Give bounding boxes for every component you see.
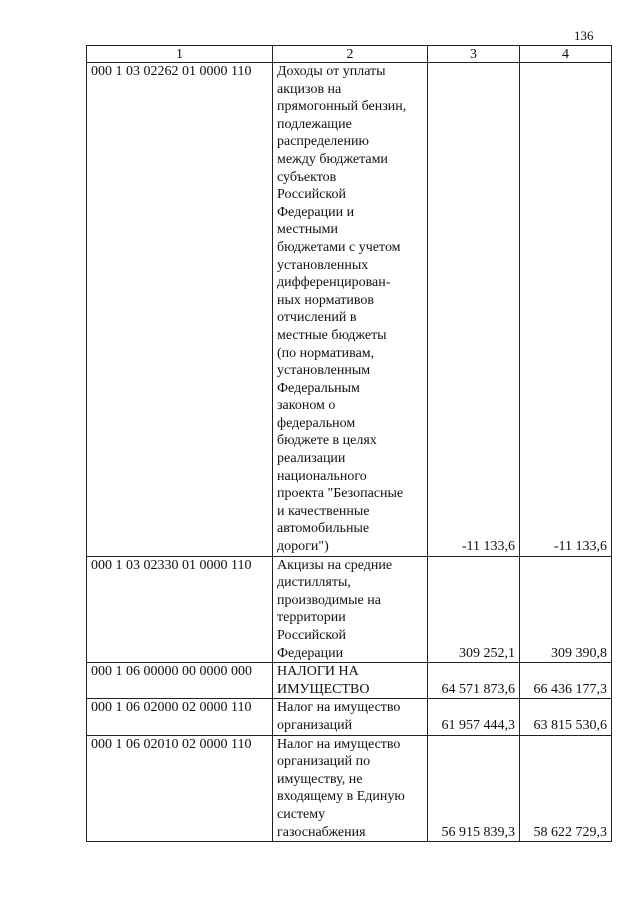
amount-column-3-cell: -11 133,6 xyxy=(428,63,520,557)
table-row xyxy=(87,699,612,735)
revenue-name-line: субъектов xyxy=(277,169,337,185)
revenue-name-line: прямогонный бензин, xyxy=(277,99,407,115)
revenue-name-cell xyxy=(273,699,428,735)
table-body xyxy=(87,63,612,842)
revenue-name-line: установленным xyxy=(277,363,371,379)
table-row xyxy=(87,663,612,699)
table-row xyxy=(87,556,612,663)
revenue-name-line: (по нормативам, xyxy=(277,345,375,361)
amount-column-3-cell: 309 252,1 xyxy=(428,556,520,663)
revenue-name-line: между бюджетами xyxy=(277,151,388,167)
column-header-1: 1 xyxy=(87,46,273,63)
revenue-name-line: реализации xyxy=(277,451,346,467)
budget-revenue-table xyxy=(86,45,612,842)
revenue-name-line: акцизов на xyxy=(277,81,342,97)
header-row xyxy=(87,46,612,63)
revenue-name-line: организаций по xyxy=(277,754,371,770)
amount-column-4-cell: -11 133,6 xyxy=(520,63,612,557)
amount-column-4-cell: 309 390,8 xyxy=(520,556,612,663)
revenue-name-line: бюджетами с учетом xyxy=(277,239,401,255)
revenue-name-line: дифференцирован- xyxy=(277,275,391,291)
column-header-3: 3 xyxy=(428,46,520,63)
page-number: 136 xyxy=(574,28,594,43)
revenue-name-line: бюджете в целях xyxy=(277,433,377,449)
revenue-name-line: распределению xyxy=(277,134,369,150)
revenue-name-line: Российской xyxy=(277,187,346,203)
revenue-name-line: НАЛОГИ НА xyxy=(277,664,359,680)
revenue-name-line: подлежащие xyxy=(277,116,352,132)
revenue-name-cell xyxy=(273,556,428,663)
revenue-name-cell xyxy=(273,735,428,842)
revenue-code-cell: 000 1 03 02330 01 0000 110 xyxy=(87,556,273,663)
table-row xyxy=(87,63,612,557)
revenue-name-line: национального xyxy=(277,468,367,484)
revenue-name-line: систему xyxy=(277,806,326,822)
column-header-2: 2 xyxy=(273,46,428,63)
revenue-name-line: Налог на имущество xyxy=(277,736,401,752)
revenue-name-line: Федерации xyxy=(277,645,344,661)
revenue-name-line: дистилляты, xyxy=(277,575,351,591)
amount-column-3-cell: 61 957 444,3 xyxy=(428,699,520,735)
revenue-code-cell: 000 1 06 02000 02 0000 110 xyxy=(87,699,273,735)
revenue-name-line: производимые на xyxy=(277,592,381,608)
revenue-name-line: и качественные xyxy=(277,503,370,519)
amount-column-3-cell: 56 915 839,3 xyxy=(428,735,520,842)
revenue-name-line: проекта "Безопасные xyxy=(277,486,404,502)
revenue-name-line: Федеральным xyxy=(277,380,360,396)
revenue-name-line: автомобильные xyxy=(277,521,370,537)
revenue-name-line: имуществу, не xyxy=(277,771,363,787)
revenue-code-cell: 000 1 03 02262 01 0000 110 xyxy=(87,63,273,557)
revenue-name-cell xyxy=(273,63,428,557)
revenue-name-line: ных нормативов xyxy=(277,292,375,308)
table-row xyxy=(87,735,612,842)
revenue-name-line: федеральном xyxy=(277,415,356,431)
revenue-name-line: законом о xyxy=(277,398,336,414)
revenue-name-line: Доходы от уплаты xyxy=(277,64,386,79)
revenue-name-line: ИМУЩЕСТВО xyxy=(277,681,370,697)
amount-column-4-cell: 63 815 530,6 xyxy=(520,699,612,735)
revenue-name-line: газоснабжения xyxy=(277,824,366,840)
revenue-name-line: организаций xyxy=(277,717,353,733)
revenue-name-line: отчислений в xyxy=(277,310,357,326)
revenue-name-line: Налог на имущество xyxy=(277,700,401,716)
revenue-code-cell: 000 1 06 02010 02 0000 110 xyxy=(87,735,273,842)
revenue-name-line: Акцизы на средние xyxy=(277,557,393,573)
revenue-name-line: Российской xyxy=(277,628,346,643)
revenue-name-line: дороги") xyxy=(277,539,329,555)
revenue-code-cell: 000 1 06 00000 00 0000 000 xyxy=(87,663,273,699)
amount-column-3-cell: 64 571 873,6 xyxy=(428,663,520,699)
revenue-name-line: входящему в Единую xyxy=(277,789,405,805)
column-header-4: 4 xyxy=(520,46,612,63)
revenue-name-line: местными xyxy=(277,222,339,238)
revenue-name-line: территории xyxy=(277,610,346,626)
revenue-name-cell xyxy=(273,663,428,699)
amount-column-4-cell: 66 436 177,3 xyxy=(520,663,612,699)
amount-column-4-cell: 58 622 729,3 xyxy=(520,735,612,842)
revenue-name-line: установленных xyxy=(277,257,369,273)
revenue-name-line: Федерации и xyxy=(277,204,355,220)
revenue-name-line: местные бюджеты xyxy=(277,327,387,343)
